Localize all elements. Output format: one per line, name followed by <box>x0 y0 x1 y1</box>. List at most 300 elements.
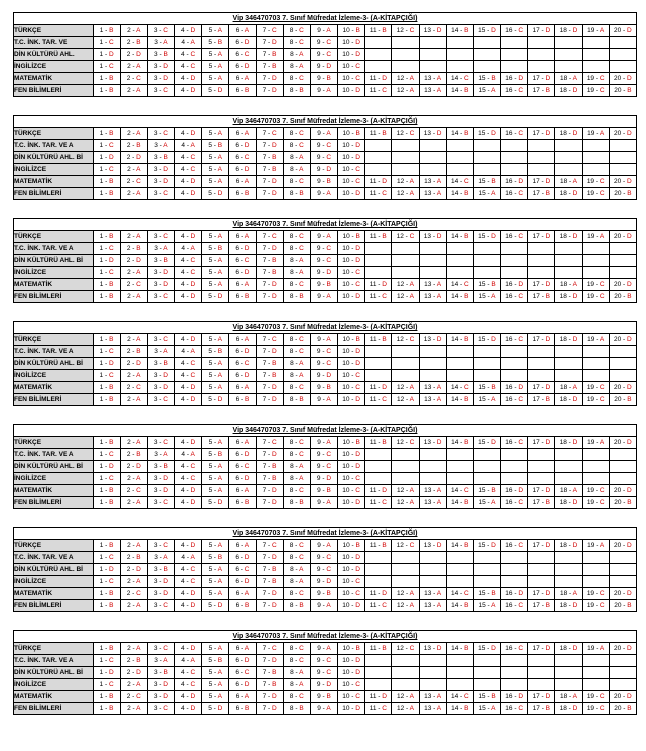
answer-cell <box>93 37 120 49</box>
answer-cell <box>120 382 147 394</box>
answer-letter: A <box>299 462 304 470</box>
answer-letter: D <box>244 577 250 585</box>
question-number: 8 - <box>289 244 300 252</box>
answer-letter: B <box>109 589 114 597</box>
empty-cell <box>501 358 528 370</box>
question-number: 5 - <box>208 601 218 609</box>
question-number: 2 - <box>126 347 137 355</box>
question-number: 20 - <box>614 486 628 494</box>
question-number: 1 - <box>99 280 110 288</box>
answer-cell <box>283 703 310 715</box>
answer-cell <box>446 291 473 303</box>
question-number: 18 - <box>559 189 573 197</box>
answer-cell <box>338 346 365 358</box>
subject-name: FEN BİLİMLERİ <box>14 394 94 406</box>
empty-cell <box>365 267 392 279</box>
question-number: 8 - <box>290 680 300 688</box>
answer-letter: D <box>271 280 277 288</box>
question-number: 4 - <box>181 292 191 300</box>
empty-cell <box>365 655 392 667</box>
answer-letter: A <box>217 335 222 343</box>
question-number: 10 - <box>342 232 356 240</box>
question-number: 10 - <box>342 371 356 379</box>
question-number: 8 - <box>289 232 300 240</box>
subject-row <box>14 497 637 509</box>
question-number: 15 - <box>478 177 492 185</box>
question-number: 9 - <box>316 553 327 561</box>
question-number: 1 - <box>99 680 109 688</box>
question-number: 9 - <box>317 280 327 288</box>
empty-cell <box>473 576 500 588</box>
answer-letter: B <box>109 395 114 403</box>
subject-name: TÜRKÇE <box>14 540 94 552</box>
answer-cell <box>338 679 365 691</box>
answer-cell <box>365 176 392 188</box>
answer-cell <box>229 73 256 85</box>
answer-letter: B <box>163 50 168 58</box>
question-number: 1 - <box>99 292 110 300</box>
empty-cell <box>365 564 392 576</box>
empty-cell <box>555 164 582 176</box>
answer-cell <box>392 497 419 509</box>
answer-letter: C <box>409 438 415 446</box>
answer-letter: B <box>355 232 360 240</box>
answer-cell <box>175 231 202 243</box>
question-number: 5 - <box>208 165 218 173</box>
answer-letter: B <box>163 256 168 264</box>
question-number: 19 - <box>586 704 600 712</box>
answer-letter: A <box>326 335 331 343</box>
question-number: 11 - <box>369 335 383 343</box>
question-number: 16 - <box>505 129 519 137</box>
question-number: 8 - <box>289 450 300 458</box>
question-number: 14 - <box>450 692 464 700</box>
answer-letter: D <box>518 589 524 597</box>
question-number: 9 - <box>316 371 327 379</box>
question-number: 18 - <box>559 498 573 506</box>
block-title <box>13 115 637 127</box>
empty-cell <box>609 164 636 176</box>
answer-cell <box>229 703 256 715</box>
question-number: 4 - <box>181 462 191 470</box>
empty-cell <box>473 140 500 152</box>
answer-letter: C <box>299 347 304 355</box>
question-number: 5 - <box>208 704 218 712</box>
empty-cell <box>528 37 555 49</box>
subject-row <box>14 152 637 164</box>
question-number: 7 - <box>262 129 272 137</box>
answer-letter: B <box>272 256 277 264</box>
answer-letter: A <box>599 335 605 343</box>
question-number: 7 - <box>262 62 273 70</box>
empty-cell <box>555 267 582 279</box>
answer-letter: A <box>299 371 304 379</box>
answer-letter: B <box>299 86 304 94</box>
question-number: 14 - <box>451 26 465 34</box>
answer-cell <box>609 231 636 243</box>
empty-cell <box>555 552 582 564</box>
answer-cell <box>609 25 636 37</box>
answer-letter: D <box>572 541 578 549</box>
question-number: 16 - <box>505 541 519 549</box>
answer-cell <box>175 128 202 140</box>
question-number: 4 - <box>181 541 191 549</box>
answer-letter: B <box>272 359 277 367</box>
empty-cell <box>609 243 636 255</box>
subject-row <box>14 485 637 497</box>
question-number: 1 - <box>99 541 110 549</box>
empty-cell <box>582 61 609 73</box>
answer-cell <box>310 540 337 552</box>
empty-cell <box>501 152 528 164</box>
empty-cell <box>582 667 609 679</box>
answer-letter: C <box>163 335 168 343</box>
empty-cell <box>419 164 446 176</box>
question-number: 15 - <box>478 395 492 403</box>
question-number: 18 - <box>560 280 573 288</box>
question-number: 2 - <box>127 601 137 609</box>
subject-name: T.C. İNK. TAR. VE A <box>14 346 94 358</box>
empty-cell <box>419 255 446 267</box>
answer-cell <box>582 176 609 188</box>
empty-cell <box>419 346 446 358</box>
question-number: 13 - <box>424 601 437 609</box>
answer-letter: D <box>326 371 332 379</box>
answer-cell <box>310 346 337 358</box>
answer-cell <box>365 334 392 346</box>
question-number: 8 - <box>289 692 300 700</box>
question-number: 12 - <box>396 383 410 391</box>
question-number: 13 - <box>424 395 437 403</box>
question-number: 16 - <box>505 232 519 240</box>
answer-letter: D <box>244 141 250 149</box>
answer-cell <box>283 552 310 564</box>
answer-letter: D <box>326 474 332 482</box>
empty-cell <box>582 473 609 485</box>
empty-cell <box>501 449 528 461</box>
question-number: 3 - <box>153 541 164 549</box>
empty-cell <box>555 655 582 667</box>
answer-letter: C <box>108 165 114 173</box>
answer-cell <box>93 231 120 243</box>
empty-cell <box>582 552 609 564</box>
answer-letter: B <box>109 129 114 137</box>
answer-cell <box>501 382 528 394</box>
question-number: 7 - <box>262 589 272 597</box>
answer-cell <box>202 346 229 358</box>
answer-letter: D <box>382 74 387 82</box>
answer-cell <box>310 291 337 303</box>
answer-letter: D <box>545 692 551 700</box>
answer-cell <box>256 370 283 382</box>
question-number: 9 - <box>316 153 327 161</box>
answer-letter: C <box>299 177 304 185</box>
question-number: 13 - <box>423 644 437 652</box>
answer-cell <box>528 643 555 655</box>
answer-cell <box>175 152 202 164</box>
answer-cell <box>256 540 283 552</box>
answer-cell <box>528 128 555 140</box>
question-number: 4 - <box>181 256 191 264</box>
answer-letter: D <box>326 268 332 276</box>
question-number: 2 - <box>127 498 137 506</box>
answer-letter: D <box>572 601 578 609</box>
answer-letter: B <box>464 335 469 343</box>
answer-letter: D <box>244 656 250 664</box>
answer-cell <box>175 564 202 576</box>
question-number: 9 - <box>316 50 327 58</box>
answer-cell <box>473 73 500 85</box>
answer-letter: D <box>271 450 277 458</box>
answer-letter: A <box>217 177 222 185</box>
answer-cell <box>609 176 636 188</box>
empty-cell <box>365 552 392 564</box>
answer-letter: C <box>355 62 360 70</box>
answer-cell <box>338 576 365 588</box>
empty-cell <box>446 370 473 382</box>
empty-cell <box>446 243 473 255</box>
empty-cell <box>609 152 636 164</box>
answer-letter: A <box>217 232 222 240</box>
answer-letter: C <box>599 86 605 94</box>
answer-letter: C <box>108 38 114 46</box>
question-number: 17 - <box>532 395 546 403</box>
answer-cell <box>501 703 528 715</box>
answer-letter: A <box>217 692 222 700</box>
question-number: 4 - <box>181 486 191 494</box>
question-number: 1 - <box>99 232 110 240</box>
answer-letter: A <box>217 589 222 597</box>
answer-cell <box>229 667 256 679</box>
answer-cell <box>120 449 147 461</box>
question-number: 20 - <box>614 704 628 712</box>
answer-letter: A <box>409 601 414 609</box>
answer-letter: D <box>190 601 196 609</box>
answer-cell <box>555 85 582 97</box>
question-number: 17 - <box>532 74 546 82</box>
answer-letter: D <box>163 268 168 276</box>
answer-letter: B <box>272 565 277 573</box>
answer-cell <box>365 394 392 406</box>
answer-cell <box>93 243 120 255</box>
question-number: 8 - <box>289 601 300 609</box>
answer-letter: B <box>464 498 469 506</box>
answer-cell <box>338 394 365 406</box>
question-number: 4 - <box>181 668 191 676</box>
question-number: 3 - <box>153 335 164 343</box>
question-number: 14 - <box>451 601 465 609</box>
answer-letter: D <box>355 86 360 94</box>
answer-cell <box>229 279 256 291</box>
answer-table <box>13 436 637 509</box>
answer-cell <box>338 243 365 255</box>
empty-cell <box>555 37 582 49</box>
answer-cell <box>338 176 365 188</box>
answer-cell <box>147 25 174 37</box>
question-number: 9 - <box>317 292 327 300</box>
answer-letter: A <box>599 232 605 240</box>
answer-cell <box>501 540 528 552</box>
question-number: 5 - <box>208 74 218 82</box>
question-number: 8 - <box>289 141 300 149</box>
question-number: 2 - <box>126 486 137 494</box>
answer-letter: B <box>299 704 304 712</box>
question-number: 4 - <box>181 704 191 712</box>
answer-letter: B <box>272 577 277 585</box>
question-number: 6 - <box>235 292 245 300</box>
question-number: 6 - <box>235 62 245 70</box>
question-number: 11 - <box>369 177 383 185</box>
empty-cell <box>365 140 392 152</box>
answer-cell <box>365 588 392 600</box>
empty-cell <box>501 461 528 473</box>
answer-cell <box>93 128 120 140</box>
question-number: 8 - <box>289 86 300 94</box>
empty-cell <box>392 679 419 691</box>
answer-cell <box>256 461 283 473</box>
answer-cell <box>147 497 174 509</box>
answer-cell <box>501 691 528 703</box>
question-number: 20 - <box>614 498 628 506</box>
question-number: 11 - <box>369 395 383 403</box>
answer-cell <box>501 25 528 37</box>
question-number: 14 - <box>450 177 464 185</box>
question-number: 4 - <box>181 450 191 458</box>
answer-letter: D <box>572 498 578 506</box>
question-number: 11 - <box>369 280 383 288</box>
question-number: 11 - <box>369 541 383 549</box>
question-number: 9 - <box>317 395 327 403</box>
question-number: 10 - <box>342 359 356 367</box>
answer-letter: A <box>163 38 168 46</box>
question-number: 7 - <box>262 383 272 391</box>
answer-letter: A <box>217 577 222 585</box>
answer-letter: C <box>108 62 114 70</box>
answer-letter: D <box>491 26 496 34</box>
answer-cell <box>256 73 283 85</box>
answer-cell <box>310 255 337 267</box>
answer-cell <box>147 703 174 715</box>
question-number: 8 - <box>290 256 300 264</box>
empty-cell <box>419 37 446 49</box>
answer-letter: A <box>409 395 414 403</box>
answer-cell <box>582 25 609 37</box>
question-number: 3 - <box>154 153 164 161</box>
question-number: 4 - <box>181 601 191 609</box>
empty-cell <box>555 49 582 61</box>
question-number: 18 - <box>559 26 573 34</box>
answer-cell <box>229 679 256 691</box>
answer-letter: C <box>190 565 196 573</box>
question-number: 17 - <box>532 486 546 494</box>
answer-letter: A <box>436 486 442 494</box>
question-number: 4 - <box>181 129 191 137</box>
question-number: 20 - <box>614 692 628 700</box>
answer-cell <box>147 667 174 679</box>
empty-cell <box>446 346 473 358</box>
answer-letter: B <box>382 335 387 343</box>
empty-cell <box>419 461 446 473</box>
answer-letter: A <box>217 668 222 676</box>
question-number: 20 - <box>614 280 628 288</box>
answer-letter: B <box>272 680 277 688</box>
answer-letter: B <box>545 189 551 197</box>
answer-cell <box>283 37 310 49</box>
empty-cell <box>528 358 555 370</box>
question-number: 3 - <box>153 62 164 70</box>
answer-cell <box>147 128 174 140</box>
empty-cell <box>609 370 636 382</box>
subject-row <box>14 461 637 473</box>
answer-letter: A <box>326 541 331 549</box>
answer-letter: D <box>163 177 168 185</box>
answer-cell <box>202 85 229 97</box>
answer-letter: C <box>518 644 524 652</box>
question-number: 20 - <box>614 438 628 446</box>
question-number: 16 - <box>505 486 519 494</box>
question-number: 10 - <box>342 335 356 343</box>
subject-row <box>14 291 637 303</box>
empty-cell <box>419 61 446 73</box>
answer-letter: B <box>109 541 114 549</box>
answer-letter: A <box>409 692 414 700</box>
answer-cell <box>473 85 500 97</box>
answer-letter: A <box>436 589 442 597</box>
answer-cell <box>582 437 609 449</box>
question-number: 8 - <box>289 383 300 391</box>
answer-cell <box>256 85 283 97</box>
question-number: 17 - <box>532 589 546 597</box>
answer-letter: D <box>244 553 250 561</box>
question-number: 6 - <box>235 474 245 482</box>
empty-cell <box>609 255 636 267</box>
answer-letter: D <box>163 371 168 379</box>
answer-letter: D <box>271 692 277 700</box>
question-number: 13 - <box>423 129 437 137</box>
answer-cell <box>175 576 202 588</box>
answer-letter: D <box>271 141 277 149</box>
answer-letter: B <box>217 244 223 252</box>
question-number: 5 - <box>208 129 218 137</box>
question-number: 6 - <box>235 371 245 379</box>
answer-cell <box>473 600 500 612</box>
answer-letter: D <box>244 165 250 173</box>
answer-cell <box>473 279 500 291</box>
question-number: 8 - <box>290 359 300 367</box>
empty-cell <box>555 346 582 358</box>
answer-cell <box>93 370 120 382</box>
subject-name: TÜRKÇE <box>14 128 94 140</box>
question-number: 2 - <box>127 86 137 94</box>
empty-cell <box>528 243 555 255</box>
question-number: 15 - <box>478 601 492 609</box>
answer-letter: B <box>109 86 114 94</box>
empty-cell <box>392 655 419 667</box>
answer-letter: C <box>518 438 524 446</box>
answer-letter: A <box>217 541 222 549</box>
question-number: 12 - <box>396 292 410 300</box>
answer-letter: C <box>299 232 304 240</box>
question-number: 12 - <box>396 26 410 34</box>
answer-cell <box>147 73 174 85</box>
subject-name: MATEMATİK <box>14 73 94 85</box>
answer-letter: C <box>163 498 168 506</box>
question-number: 17 - <box>532 335 546 343</box>
answer-cell <box>256 437 283 449</box>
answer-cell <box>283 655 310 667</box>
question-number: 3 - <box>154 50 164 58</box>
answer-letter: B <box>163 359 168 367</box>
